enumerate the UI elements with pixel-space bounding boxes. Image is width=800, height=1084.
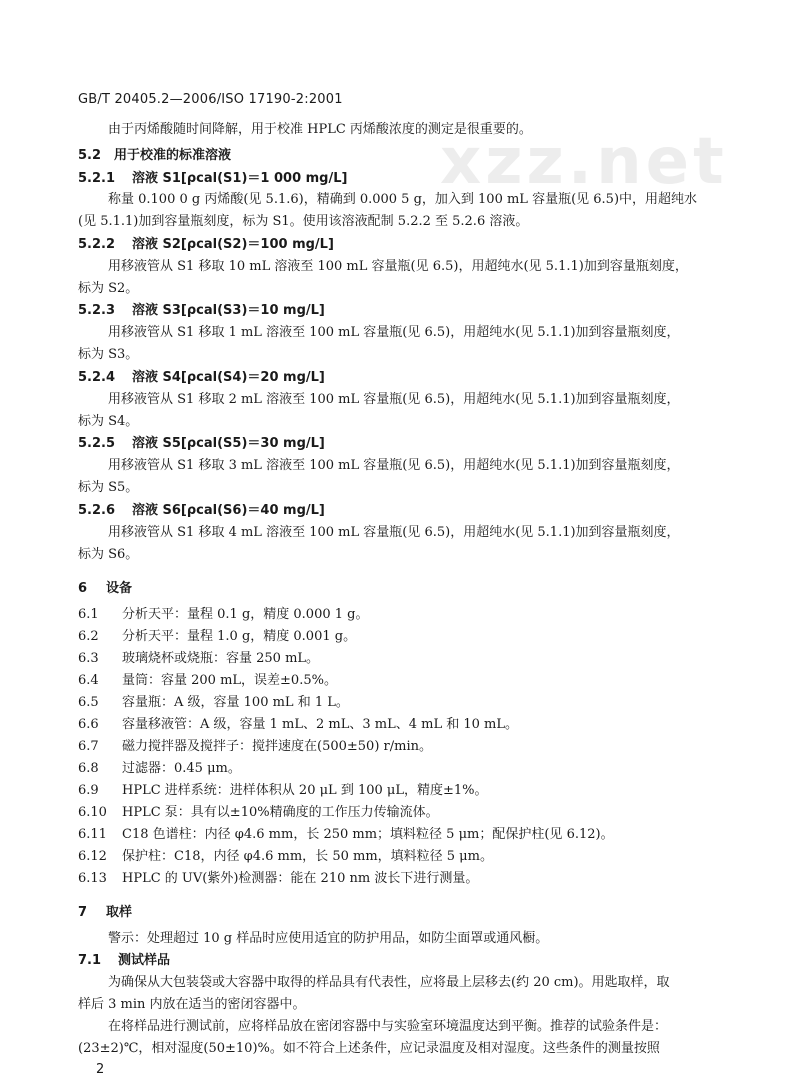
section-5-2-2-text-1: 用移液管从 S1 移取 10 mL 溶液至 100 mL 容量瓶(见 6.5)，用超纯水(见 5.1.1)加到容量瓶刻度，: [108, 259, 688, 274]
section-5-2-3-text-2: 标为 S3。: [78, 347, 139, 362]
equipment-item: [78, 606, 368, 624]
item-number: 6.3: [78, 651, 99, 666]
section-5-2-3-heading: [78, 302, 325, 320]
section-5-2-1-text-1: 称量 0.100 0 g 丙烯酸(见 5.1.6)，精确到 0.000 5 g，加入到 100 mL 容量瓶(见 6.5)中，用超纯水: [108, 192, 698, 207]
section-5-2-1-text-2: (见 5.1.1)加到容量瓶刻度，标为 S1。使用该溶液配制 5.2.2 至 5.2.6 溶液。: [78, 214, 529, 229]
section-5-2-1-heading: [78, 170, 347, 188]
equipment-item: [78, 870, 478, 888]
section-7-1-text-3: 在将样品进行测试前，应将样品放在密闭容器中与实验室环境温度达到平衡。推荐的试验条件是：: [108, 1019, 668, 1034]
section-number: 5.2.5: [78, 436, 116, 451]
section-5-2-4-text-1: 用移液管从 S1 移取 2 mL 溶液至 100 mL 容量瓶(见 6.5)，用超纯水(见 5.1.1)加到容量瓶刻度，: [108, 392, 680, 407]
section-number: 5.2.1: [78, 171, 116, 186]
item-number: 6.7: [78, 739, 99, 754]
equipment-item: [78, 760, 241, 778]
section-title: 溶液 S2[ρcal(S2)＝100 mg/L]: [132, 237, 334, 252]
section-number: 5.2.4: [78, 370, 116, 385]
intro-paragraph: 由于丙烯酸随时间降解，用于校准 HPLC 丙烯酸浓度的测定是很重要的。: [108, 122, 532, 137]
section-7-heading: [78, 904, 132, 922]
section-title: 溶液 S4[ρcal(S4)＝20 mg/L]: [132, 370, 325, 385]
section-7-1-text-1: 为确保从大包装袋或大容器中取得的样品具有代表性，应将最上层移去(约 20 cm)。用匙取样，取: [108, 975, 670, 990]
item-text: 量筒：容量 200 mL，误差±0.5%。: [122, 673, 337, 688]
item-text: HPLC 泵：具有以±10%精确度的工作压力传输流体。: [122, 805, 439, 820]
item-number: 6.8: [78, 761, 99, 776]
section-5-2-5-text-1: 用移液管从 S1 移取 3 mL 溶液至 100 mL 容量瓶(见 6.5)，用超纯水(见 5.1.1)加到容量瓶刻度，: [108, 458, 680, 473]
equipment-item: [78, 716, 518, 734]
item-number: 6.5: [78, 695, 99, 710]
item-text: 玻璃烧杯或烧瓶：容量 250 mL。: [122, 651, 320, 666]
item-text: HPLC 进样系统：进样体积从 20 μL 到 100 μL，精度±1%。: [122, 783, 488, 798]
section-5-2-5-text-2: 标为 S5。: [78, 480, 139, 495]
section-title: 溶液 S5[ρcal(S5)＝30 mg/L]: [132, 436, 325, 451]
item-text: 容量移液管：A 级，容量 1 mL、2 mL、3 mL、4 mL 和 10 mL。: [122, 717, 519, 732]
item-number: 6.11: [78, 827, 107, 842]
item-text: 分析天平：量程 0.1 g，精度 0.000 1 g。: [122, 607, 369, 622]
equipment-item: [78, 826, 614, 844]
item-text: HPLC 的 UV(紫外)检测器：能在 210 nm 波长下进行测量。: [122, 871, 479, 886]
section-7-1-heading: [78, 952, 170, 970]
equipment-item: [78, 650, 319, 668]
section-title: 用于校准的标准溶液: [114, 148, 232, 163]
equipment-item: [78, 738, 432, 756]
equipment-item: [78, 804, 439, 822]
section-title: 溶液 S6[ρcal(S6)＝40 mg/L]: [132, 503, 325, 518]
page-header: GB/T 20405.2—2006/ISO 17190-2:2001: [78, 92, 343, 107]
section-number: 7.1: [78, 953, 102, 968]
section-5-2-5-heading: [78, 435, 325, 453]
item-text: 分析天平：量程 1.0 g，精度 0.001 g。: [122, 629, 357, 644]
item-number: 6.1: [78, 607, 99, 622]
section-5-2-6-text-1: 用移液管从 S1 移取 4 mL 溶液至 100 mL 容量瓶(见 6.5)，用超纯水(见 5.1.1)加到容量瓶刻度，: [108, 525, 680, 540]
section-number: 5.2.3: [78, 303, 116, 318]
equipment-item: [78, 672, 337, 690]
section-number: 7: [78, 905, 88, 920]
item-number: 6.9: [78, 783, 99, 798]
item-number: 6.13: [78, 871, 107, 886]
section-5-2-4-text-2: 标为 S4。: [78, 414, 139, 429]
section-5-2-3-text-1: 用移液管从 S1 移取 1 mL 溶液至 100 mL 容量瓶(见 6.5)，用超纯水(见 5.1.1)加到容量瓶刻度，: [108, 325, 680, 340]
section-6-heading: [78, 580, 132, 598]
item-number: 6.12: [78, 849, 107, 864]
item-number: 6.10: [78, 805, 107, 820]
section-5-2-6-heading: [78, 502, 325, 520]
section-5-2-2-heading: [78, 236, 334, 254]
section-5-2-heading: [78, 147, 231, 165]
equipment-item: [78, 782, 488, 800]
equipment-item: [78, 628, 356, 646]
section-5-2-4-heading: [78, 369, 325, 387]
section-number: 5.2.2: [78, 237, 116, 252]
section-title: 溶液 S3[ρcal(S3)＝10 mg/L]: [132, 303, 325, 318]
item-text: 过滤器：0.45 μm。: [122, 761, 241, 776]
item-number: 6.2: [78, 629, 99, 644]
equipment-item: [78, 694, 349, 712]
warning-text: 警示：处理超过 10 g 样品时应使用适宜的防护用品，如防尘面罩或通风橱。: [108, 931, 549, 946]
item-text: 容量瓶：A 级，容量 100 mL 和 1 L。: [122, 695, 349, 710]
section-title: 测试样品: [118, 953, 171, 968]
equipment-item: [78, 848, 493, 866]
item-number: 6.6: [78, 717, 99, 732]
section-title: 设备: [106, 581, 133, 596]
section-number: 5.2: [78, 148, 102, 163]
watermark: xzz.net: [440, 125, 728, 199]
section-title: 取样: [106, 905, 133, 920]
section-5-2-2-text-2: 标为 S2。: [78, 281, 139, 296]
item-text: C18 色谱柱：内径 φ4.6 mm，长 250 mm；填料粒径 5 μm；配保护柱(见 6.12)。: [122, 827, 614, 842]
item-number: 6.4: [78, 673, 99, 688]
section-number: 6: [78, 581, 88, 596]
section-7-1-text-4: (23±2)℃，相对湿度(50±10)%。如不符合上述条件，应记录温度及相对湿度。这些条件的测量按照: [78, 1041, 660, 1056]
item-text: 保护柱：C18，内径 φ4.6 mm，长 50 mm，填料粒径 5 μm。: [122, 849, 493, 864]
section-title: 溶液 S1[ρcal(S1)＝1 000 mg/L]: [132, 171, 348, 186]
page-number: 2: [96, 1062, 105, 1077]
section-number: 5.2.6: [78, 503, 116, 518]
section-5-2-6-text-2: 标为 S6。: [78, 547, 139, 562]
section-7-1-text-2: 样后 3 min 内放在适当的密闭容器中。: [78, 997, 306, 1012]
item-text: 磁力搅拌器及搅拌子：搅拌速度在(500±50) r/min。: [122, 739, 432, 754]
